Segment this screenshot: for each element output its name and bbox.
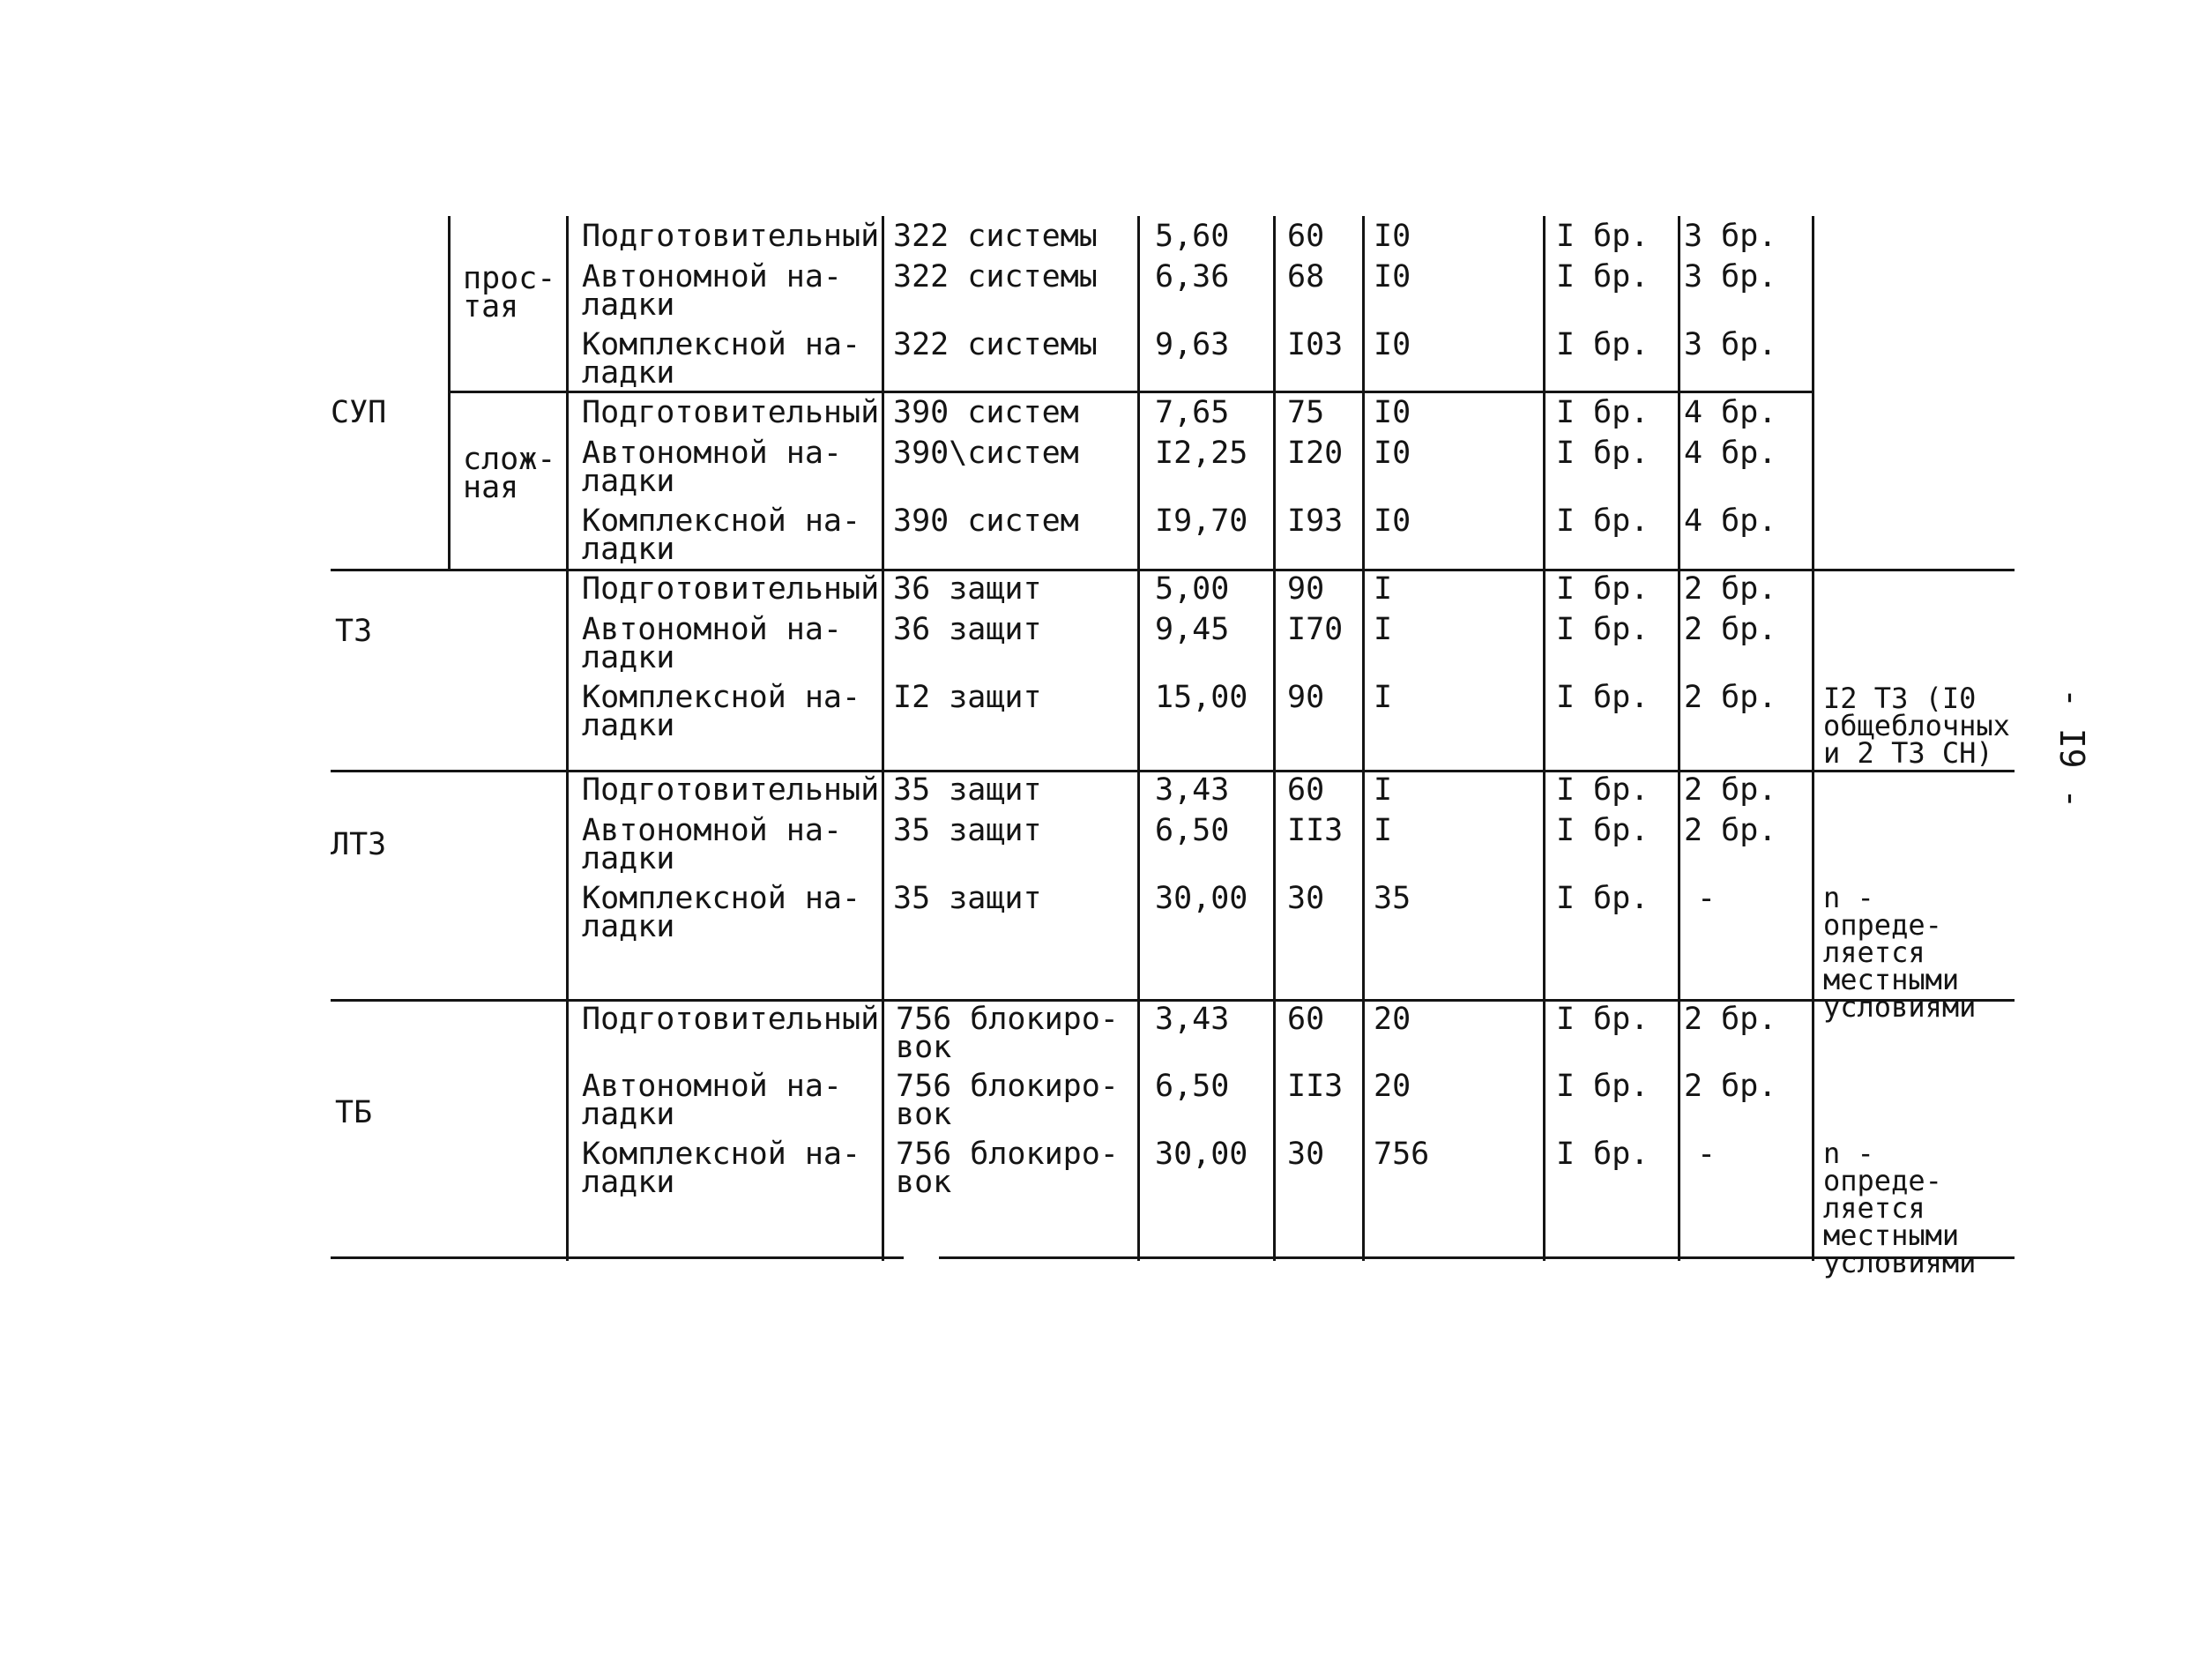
cell-stage: Автономной на- ладки [582, 813, 843, 876]
cell-c5: 2 бр. [1684, 813, 1777, 848]
cell-c4: I бр. [1556, 395, 1650, 430]
cell-stage: Автономной на- ладки [582, 259, 843, 323]
cell-c3: I0 [1374, 259, 1411, 294]
cell-c3: I [1374, 813, 1393, 848]
cell-stage: Подготовительный [582, 219, 880, 254]
cell-c3: 20 [1374, 1002, 1411, 1037]
cell-c2: I20 [1287, 436, 1344, 471]
cell-c1: I9,70 [1155, 503, 1248, 539]
cell-stage: Комплексной на- ладки [582, 881, 861, 944]
cell-c2: I70 [1287, 612, 1344, 647]
cell-c3: I0 [1374, 219, 1411, 254]
cell-c3: I [1374, 612, 1393, 647]
cell-c2: 68 [1287, 259, 1325, 294]
cell-c5: 4 бр. [1684, 436, 1777, 471]
cell-c4: I бр. [1556, 436, 1650, 471]
cell-c5: 3 бр. [1684, 259, 1777, 294]
cell-stage: Комплексной на- ладки [582, 680, 861, 743]
cell-c2: I03 [1287, 327, 1344, 362]
cell-c1: 6,50 [1155, 1069, 1230, 1104]
page-number: - I9 - [2052, 688, 2091, 809]
cell-c4: I бр. [1556, 813, 1650, 848]
cell-stage: Комплексной на- ладки [582, 327, 861, 391]
cell-c1: 6,50 [1155, 813, 1230, 848]
cell-object: 322 системы [893, 327, 1098, 362]
cell-c4: I бр. [1556, 1069, 1650, 1104]
cell-c1: I2,25 [1155, 436, 1248, 471]
cell-c5: 2 бр. [1684, 1069, 1777, 1104]
cell-c1: 3,43 [1155, 772, 1230, 808]
cell-c2: 60 [1287, 219, 1325, 254]
cell-stage: Подготовительный [582, 1002, 880, 1037]
group-name-sup: СУП [331, 395, 387, 430]
cell-c4: I бр. [1556, 1002, 1650, 1037]
cell-c4: I бр. [1556, 219, 1650, 254]
cell-c5: - [1697, 881, 1717, 916]
cell-c2: 30 [1287, 881, 1325, 916]
subgroup-label-complex: слож- ная [463, 442, 556, 505]
cell-c3: I0 [1374, 395, 1411, 430]
cell-c3: I [1374, 772, 1393, 808]
rule-v-c5 [1678, 216, 1680, 1261]
cell-c2: I93 [1287, 503, 1344, 539]
subgroup-label-simple: прос- тая [463, 261, 556, 324]
cell-c4: I бр. [1556, 612, 1650, 647]
cell-object: 390 систем [893, 395, 1079, 430]
cell-c1: 7,65 [1155, 395, 1230, 430]
cell-c1: 9,63 [1155, 327, 1230, 362]
cell-object: 35 защит [893, 881, 1042, 916]
cell-c5: 3 бр. [1684, 219, 1777, 254]
cell-c4: I бр. [1556, 680, 1650, 715]
cell-c1: 6,36 [1155, 259, 1230, 294]
cell-c5: 3 бр. [1684, 327, 1777, 362]
cell-object: 322 системы [893, 259, 1098, 294]
rule-v-object [882, 216, 884, 1261]
cell-c1: 9,45 [1155, 612, 1230, 647]
cell-c4: I бр. [1556, 571, 1650, 607]
rule-v-stage [566, 216, 569, 1261]
cell-c2: 90 [1287, 571, 1325, 607]
cell-c2: 75 [1287, 395, 1325, 430]
rule-h-sup-sub [448, 391, 1814, 393]
group-name-tz: ТЗ [335, 614, 373, 649]
rule-v-note [1812, 216, 1814, 1261]
cell-c5: - [1697, 1137, 1717, 1172]
cell-c1: 15,00 [1155, 680, 1248, 715]
cell-stage: Комплексной на- ладки [582, 1137, 861, 1200]
cell-c4: I бр. [1556, 503, 1650, 539]
cell-object: I2 защит [893, 680, 1042, 715]
cell-c2: 30 [1287, 1137, 1325, 1172]
cell-c5: 2 бр. [1684, 571, 1777, 607]
cell-stage: Подготовительный [582, 772, 880, 808]
cell-c5: 4 бр. [1684, 503, 1777, 539]
cell-c1: 5,60 [1155, 219, 1230, 254]
cell-c3: I0 [1374, 436, 1411, 471]
rule-h-bottom-left [331, 1256, 904, 1259]
cell-c3: I0 [1374, 503, 1411, 539]
cell-c1: 30,00 [1155, 881, 1248, 916]
cell-object: 390\систем [893, 436, 1079, 471]
rule-v-c4 [1543, 216, 1545, 1261]
cell-c2: 90 [1287, 680, 1325, 715]
cell-c5: 2 бр. [1684, 1002, 1777, 1037]
cell-c2: II3 [1287, 813, 1344, 848]
cell-c3: I [1374, 680, 1393, 715]
cell-object: 322 системы [893, 219, 1098, 254]
cell-object: 756 блокиро- вок [896, 1002, 1119, 1065]
group-name-tb: ТБ [335, 1095, 373, 1130]
cell-c3: I [1374, 571, 1393, 607]
cell-c1: 30,00 [1155, 1137, 1248, 1172]
cell-c5: 2 бр. [1684, 612, 1777, 647]
cell-c1: 3,43 [1155, 1002, 1230, 1037]
cell-c3: 756 [1374, 1137, 1430, 1172]
cell-stage: Подготовительный [582, 395, 880, 430]
cell-c4: I бр. [1556, 1137, 1650, 1172]
cell-c5: 4 бр. [1684, 395, 1777, 430]
cell-object: 390 систем [893, 503, 1079, 539]
cell-c3: 20 [1374, 1069, 1411, 1104]
cell-c2: II3 [1287, 1069, 1344, 1104]
cell-note: I2 ТЗ (I0 общеблочных и 2 ТЗ СН) [1823, 682, 2010, 770]
cell-object: 35 защит [893, 772, 1042, 808]
cell-c4: I бр. [1556, 327, 1650, 362]
cell-object: 756 блокиро- вок [896, 1069, 1119, 1132]
cell-c4: I бр. [1556, 772, 1650, 808]
cell-note: n - опреде- ляется местными условиями [1823, 1137, 1977, 1279]
cell-stage: Автономной на- ладки [582, 436, 843, 499]
rule-v-c3 [1362, 216, 1365, 1261]
cell-stage: Комплексной на- ладки [582, 503, 861, 567]
group-name-ltz: ЛТЗ [331, 827, 387, 862]
cell-c2: 60 [1287, 772, 1325, 808]
cell-stage: Автономной на- ладки [582, 1069, 843, 1132]
cell-stage: Подготовительный [582, 571, 880, 607]
cell-object: 756 блокиро- вок [896, 1137, 1119, 1200]
cell-object: 36 защит [893, 612, 1042, 647]
cell-c4: I бр. [1556, 881, 1650, 916]
cell-c5: 2 бр. [1684, 772, 1777, 808]
cell-c1: 5,00 [1155, 571, 1230, 607]
cell-c3: 35 [1374, 881, 1411, 916]
rule-v-c1 [1137, 216, 1140, 1261]
cell-c3: I0 [1374, 327, 1411, 362]
cell-c5: 2 бр. [1684, 680, 1777, 715]
cell-object: 36 защит [893, 571, 1042, 607]
cell-c2: 60 [1287, 1002, 1325, 1037]
cell-stage: Автономной на- ладки [582, 612, 843, 675]
cell-object: 35 защит [893, 813, 1042, 848]
rule-v-c2 [1273, 216, 1276, 1261]
cell-c4: I бр. [1556, 259, 1650, 294]
cell-note: n - опреде- ляется местными условиями [1823, 881, 1977, 1024]
